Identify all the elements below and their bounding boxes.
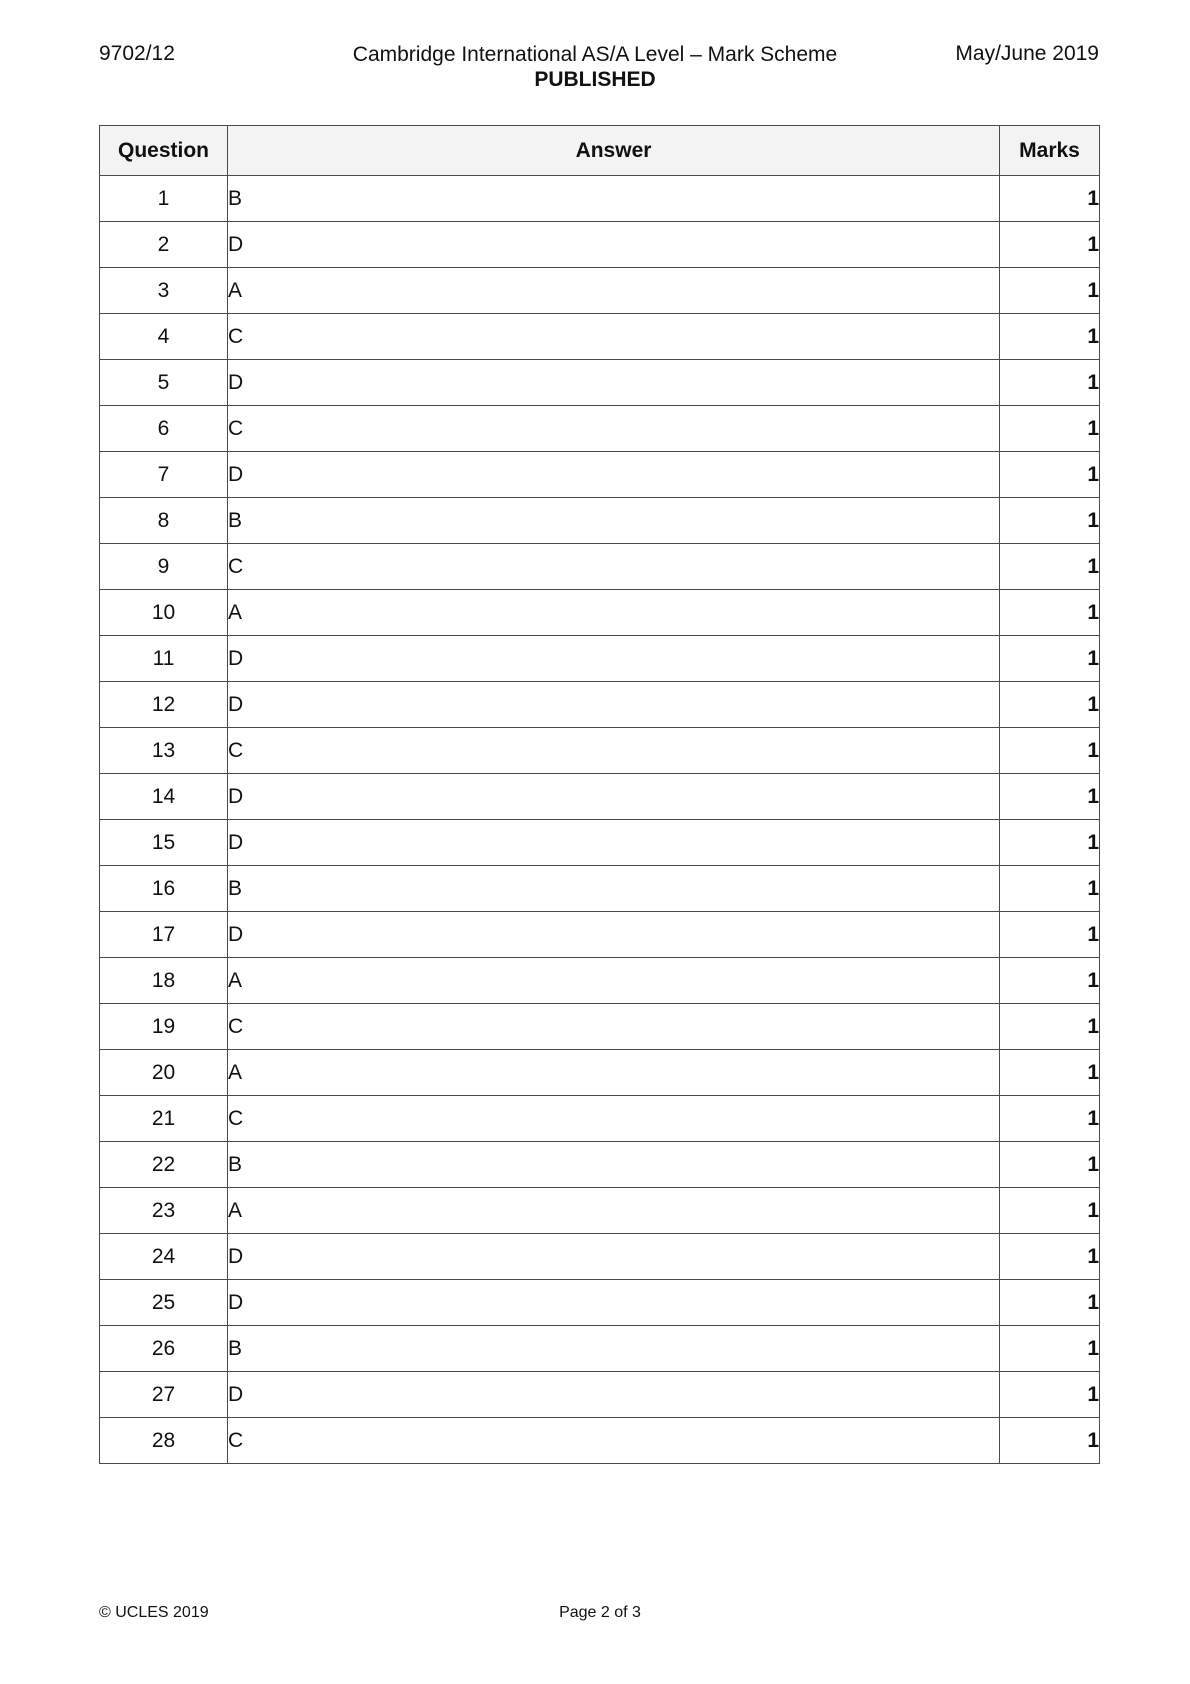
table-row <box>100 866 1100 912</box>
table-row <box>100 1050 1100 1096</box>
question-number: 16 <box>100 866 228 912</box>
answer-cell: D <box>228 1372 1000 1418</box>
answer-cell: D <box>228 452 1000 498</box>
table-row <box>100 544 1100 590</box>
answer-cell: D <box>228 1234 1000 1280</box>
question-number: 1 <box>100 176 228 222</box>
marks-cell: 1 <box>1000 912 1100 958</box>
marks-cell: 1 <box>1000 1096 1100 1142</box>
answer-cell: B <box>228 498 1000 544</box>
table-row <box>100 360 1100 406</box>
table-row <box>100 406 1100 452</box>
answer-cell: A <box>228 590 1000 636</box>
question-number: 26 <box>100 1326 228 1372</box>
question-number: 7 <box>100 452 228 498</box>
table-row <box>100 1372 1100 1418</box>
marks-cell: 1 <box>1000 360 1100 406</box>
table-row <box>100 1418 1100 1464</box>
question-number: 12 <box>100 682 228 728</box>
marks-cell: 1 <box>1000 1326 1100 1372</box>
table-row <box>100 1188 1100 1234</box>
marks-cell: 1 <box>1000 1280 1100 1326</box>
question-number: 5 <box>100 360 228 406</box>
answer-cell: D <box>228 360 1000 406</box>
answer-cell: A <box>228 958 1000 1004</box>
answer-cell: A <box>228 1050 1000 1096</box>
marks-cell: 1 <box>1000 268 1100 314</box>
marks-cell: 1 <box>1000 452 1100 498</box>
marks-cell: 1 <box>1000 958 1100 1004</box>
marks-cell: 1 <box>1000 590 1100 636</box>
answer-cell: C <box>228 1418 1000 1464</box>
answer-cell: A <box>228 1188 1000 1234</box>
copyright-notice: © UCLES 2019 <box>99 1604 209 1621</box>
marks-cell: 1 <box>1000 544 1100 590</box>
question-number: 9 <box>100 544 228 590</box>
answer-cell: C <box>228 406 1000 452</box>
marks-cell: 1 <box>1000 1234 1100 1280</box>
marks-cell: 1 <box>1000 222 1100 268</box>
question-number: 10 <box>100 590 228 636</box>
question-number: 11 <box>100 636 228 682</box>
marks-cell: 1 <box>1000 820 1100 866</box>
marks-cell: 1 <box>1000 728 1100 774</box>
table-row <box>100 728 1100 774</box>
answer-cell: D <box>228 774 1000 820</box>
table-row <box>100 682 1100 728</box>
table-row <box>100 176 1100 222</box>
answer-cell: C <box>228 728 1000 774</box>
answer-cell: C <box>228 544 1000 590</box>
column-header-marks: Marks <box>1000 126 1100 176</box>
answer-cell: D <box>228 820 1000 866</box>
question-number: 17 <box>100 912 228 958</box>
exam-session: May/June 2019 <box>955 42 1099 65</box>
table-row <box>100 498 1100 544</box>
answer-cell: B <box>228 1142 1000 1188</box>
answer-cell: C <box>228 1096 1000 1142</box>
answer-cell: D <box>228 912 1000 958</box>
table-body <box>100 176 1100 1464</box>
column-header-question: Question <box>100 126 228 176</box>
question-number: 24 <box>100 1234 228 1280</box>
answer-cell: B <box>228 176 1000 222</box>
marks-cell: 1 <box>1000 774 1100 820</box>
document-title: Cambridge International AS/A Level – Mark Scheme <box>352 43 838 66</box>
table-row <box>100 1142 1100 1188</box>
question-number: 18 <box>100 958 228 1004</box>
table-row <box>100 1280 1100 1326</box>
marks-cell: 1 <box>1000 1050 1100 1096</box>
question-number: 8 <box>100 498 228 544</box>
table-header-row <box>100 126 1100 176</box>
question-number: 21 <box>100 1096 228 1142</box>
table-row <box>100 1326 1100 1372</box>
table-row <box>100 912 1100 958</box>
column-header-answer: Answer <box>228 126 1000 176</box>
answer-cell: B <box>228 1326 1000 1372</box>
marks-cell: 1 <box>1000 682 1100 728</box>
marks-cell: 1 <box>1000 176 1100 222</box>
marks-cell: 1 <box>1000 1372 1100 1418</box>
table-row <box>100 222 1100 268</box>
answer-cell: C <box>228 314 1000 360</box>
answer-cell: D <box>228 1280 1000 1326</box>
answer-cell: D <box>228 682 1000 728</box>
question-number: 28 <box>100 1418 228 1464</box>
marks-cell: 1 <box>1000 406 1100 452</box>
question-number: 23 <box>100 1188 228 1234</box>
marks-cell: 1 <box>1000 498 1100 544</box>
question-number: 20 <box>100 1050 228 1096</box>
table-row <box>100 314 1100 360</box>
table-row <box>100 774 1100 820</box>
answer-cell: A <box>228 268 1000 314</box>
marks-cell: 1 <box>1000 636 1100 682</box>
published-label: PUBLISHED <box>534 68 656 91</box>
question-number: 3 <box>100 268 228 314</box>
question-number: 27 <box>100 1372 228 1418</box>
table-row <box>100 1234 1100 1280</box>
table-row <box>100 452 1100 498</box>
marks-cell: 1 <box>1000 1004 1100 1050</box>
marks-cell: 1 <box>1000 314 1100 360</box>
question-number: 4 <box>100 314 228 360</box>
table-row <box>100 958 1100 1004</box>
table-row <box>100 820 1100 866</box>
table-row <box>100 268 1100 314</box>
table-row <box>100 590 1100 636</box>
question-number: 19 <box>100 1004 228 1050</box>
table-row <box>100 1004 1100 1050</box>
question-number: 15 <box>100 820 228 866</box>
answer-cell: B <box>228 866 1000 912</box>
table-row <box>100 636 1100 682</box>
question-number: 22 <box>100 1142 228 1188</box>
page-number: Page 2 of 3 <box>559 1604 641 1621</box>
question-number: 2 <box>100 222 228 268</box>
answer-cell: D <box>228 636 1000 682</box>
question-number: 25 <box>100 1280 228 1326</box>
marks-cell: 1 <box>1000 866 1100 912</box>
answer-cell: D <box>228 222 1000 268</box>
mark-scheme-table <box>99 125 1100 1464</box>
table-row <box>100 1096 1100 1142</box>
marks-cell: 1 <box>1000 1188 1100 1234</box>
marks-cell: 1 <box>1000 1142 1100 1188</box>
syllabus-code: 9702/12 <box>99 42 175 65</box>
question-number: 6 <box>100 406 228 452</box>
question-number: 14 <box>100 774 228 820</box>
question-number: 13 <box>100 728 228 774</box>
marks-cell: 1 <box>1000 1418 1100 1464</box>
answer-cell: C <box>228 1004 1000 1050</box>
